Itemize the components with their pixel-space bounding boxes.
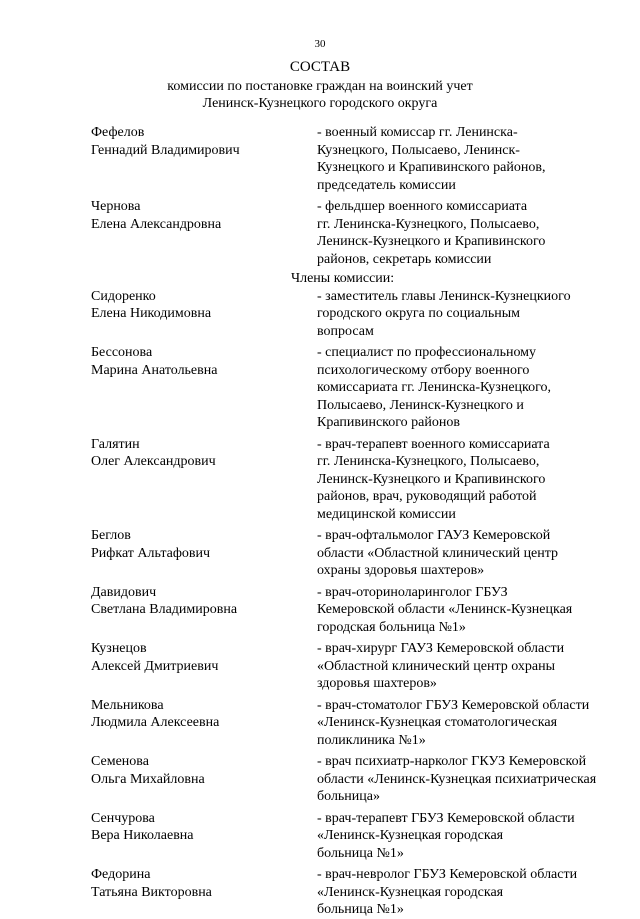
- members-heading: Члены комиссии:: [291, 271, 395, 286]
- member-position-line: - специалист по профессиональному: [317, 345, 537, 360]
- member-position-line: «Областной клинический центр охраны: [317, 658, 556, 674]
- member-surname: Семенова: [91, 754, 149, 769]
- member-position-line: председатель комиссии: [317, 177, 456, 193]
- member-given-names: Вера Николаевна: [91, 828, 194, 843]
- member-position-line: - врач-стоматолог ГБУЗ Кемеровской области: [317, 697, 590, 713]
- member-given-names: Людмила Алексеевна: [91, 715, 220, 730]
- member-position-line: «Ленинск-Кузнецкая городская: [317, 828, 504, 843]
- member-position: [317, 697, 607, 750]
- commission-members: [0, 288, 640, 919]
- member-surname: Фефелов: [91, 125, 145, 140]
- member-name: [91, 198, 301, 233]
- member-name: [91, 527, 301, 562]
- member-name: [91, 866, 301, 901]
- member-entry: [0, 198, 640, 268]
- member-position: [317, 436, 607, 524]
- member-position-line: районов, врач, руководящий работой: [317, 489, 537, 504]
- member-position: [317, 810, 607, 863]
- member-name: [91, 288, 301, 323]
- member-position: [317, 753, 607, 806]
- member-position-line: - врач психиатр-нарколог ГКУЗ Кемеровской: [317, 754, 587, 769]
- member-surname: Галятин: [91, 436, 140, 452]
- member-entry: [0, 436, 640, 524]
- member-position-line: области «Ленинск-Кузнецкая психиатрическая: [317, 771, 597, 787]
- member-given-names: Геннадий Владимирович: [91, 142, 240, 158]
- member-position-line: - заместитель главы Ленинск-Кузнецкиого: [317, 288, 571, 304]
- member-position-line: «Ленинск-Кузнецкая стоматологическая: [317, 715, 558, 730]
- member-name: [91, 124, 301, 159]
- member-position-line: - военный комиссар гг. Ленинска-: [317, 125, 518, 140]
- member-name: [91, 753, 301, 788]
- member-position-line: вопросам: [317, 323, 374, 339]
- member-position-line: - врач-оториноларинголог ГБУЗ: [317, 584, 508, 600]
- member-position-line: - врач-невролог ГБУЗ Кемеровской области: [317, 867, 578, 882]
- member-position-line: Полысаево, Ленинск-Кузнецкого и: [317, 397, 524, 413]
- member-position-line: области «Областной клинический центр: [317, 545, 559, 561]
- member-surname: Сидоренко: [91, 288, 156, 304]
- member-position-line: гг. Ленинска-Кузнецкого, Полысаево,: [317, 216, 540, 232]
- member-position: [317, 527, 607, 580]
- member-position-line: психологическому отбору военного: [317, 362, 530, 378]
- member-surname: Кузнецов: [91, 641, 147, 656]
- member-entry: [0, 697, 640, 750]
- member-surname: Сенчурова: [91, 810, 155, 826]
- member-name: [91, 810, 301, 845]
- document-subtitle-line-1: комиссии по постановке граждан на воинский учет: [167, 79, 473, 94]
- member-entry: [0, 810, 640, 863]
- member-position-line: комиссариата гг. Ленинска-Кузнецкого,: [317, 380, 552, 395]
- member-position-line: - врач-терапевт ГБУЗ Кемеровской области: [317, 810, 575, 826]
- member-position-line: - фельдшер военного комиссариата: [317, 199, 528, 214]
- member-surname: Беглов: [91, 528, 131, 543]
- member-position-line: Кемеровской области «Ленинск-Кузнецкая: [317, 602, 573, 617]
- member-given-names: Елена Александровна: [91, 216, 222, 232]
- member-entry: [0, 753, 640, 806]
- member-given-names: Ольга Михайловна: [91, 771, 205, 787]
- member-position-line: Ленинск-Кузнецкого и Крапивинского: [317, 234, 546, 249]
- member-given-names: Марина Анатольевна: [91, 362, 218, 378]
- member-given-names: Елена Никодимовна: [91, 306, 212, 321]
- member-surname: Давидович: [91, 584, 157, 600]
- member-position-line: городская больница №1»: [317, 619, 466, 635]
- member-name: [91, 697, 301, 732]
- member-position-line: здоровья шахтеров»: [317, 676, 437, 691]
- member-entry: [0, 866, 640, 919]
- member-position: [317, 288, 607, 341]
- member-name: [91, 640, 301, 675]
- member-position-line: больница»: [317, 789, 380, 804]
- commission-list: [0, 124, 640, 919]
- member-entry: [0, 288, 640, 341]
- member-given-names: Алексей Дмитриевич: [91, 658, 219, 674]
- member-position: [317, 866, 607, 919]
- member-name: [91, 344, 301, 379]
- member-position-line: - врач-терапевт военного комиссариата: [317, 436, 550, 452]
- member-position: [317, 198, 607, 268]
- member-entry: [0, 584, 640, 637]
- page-number: 30: [314, 38, 326, 50]
- member-position-line: Крапивинского районов: [317, 415, 460, 430]
- document-title: СОСТАВ: [289, 59, 351, 75]
- member-position-line: - врач-офтальмолог ГАУЗ Кемеровской: [317, 528, 551, 543]
- member-position-line: Кузнецкого и Крапивинского районов,: [317, 160, 546, 175]
- member-position: [317, 640, 607, 693]
- member-position-line: районов, секретарь комиссии: [317, 251, 492, 267]
- member-entry: [0, 527, 640, 580]
- member-position-line: поликлиника №1»: [317, 732, 426, 748]
- member-entry: [0, 640, 640, 693]
- member-name: [91, 584, 301, 619]
- member-given-names: Олег Александрович: [91, 454, 216, 469]
- member-surname: Бессонова: [91, 345, 153, 360]
- commission-leadership: [0, 124, 640, 268]
- member-given-names: Светлана Владимировна: [91, 602, 238, 617]
- member-position-line: гг. Ленинска-Кузнецкого, Полысаево,: [317, 454, 540, 469]
- member-position-line: - врач-хирург ГАУЗ Кемеровской области: [317, 641, 565, 656]
- member-given-names: Татьяна Викторовна: [91, 884, 212, 900]
- member-surname: Мельникова: [91, 697, 164, 713]
- member-given-names: Рифкат Альтафович: [91, 545, 211, 561]
- member-position-line: охраны здоровья шахтеров»: [317, 563, 485, 578]
- member-position-line: больница №1»: [317, 845, 404, 861]
- member-position: [317, 124, 607, 194]
- member-position: [317, 584, 607, 637]
- member-position-line: Кузнецкого, Полысаево, Ленинск-: [317, 142, 520, 158]
- member-position-line: больница №1»: [317, 902, 404, 917]
- document-subtitle-line-2: Ленинск-Кузнецкого городского округа: [202, 96, 438, 111]
- member-surname: Федорина: [91, 867, 151, 882]
- member-position-line: «Ленинск-Кузнецкая городская: [317, 884, 504, 900]
- member-surname: Чернова: [91, 199, 141, 214]
- member-entry: [0, 344, 640, 432]
- member-position-line: Ленинск-Кузнецкого и Крапивинского: [317, 471, 546, 487]
- member-position-line: медицинской комиссии: [317, 506, 456, 522]
- member-entry: [0, 124, 640, 194]
- member-position: [317, 344, 607, 432]
- member-position-line: городского округа по социальным: [317, 306, 521, 321]
- member-name: [91, 436, 301, 471]
